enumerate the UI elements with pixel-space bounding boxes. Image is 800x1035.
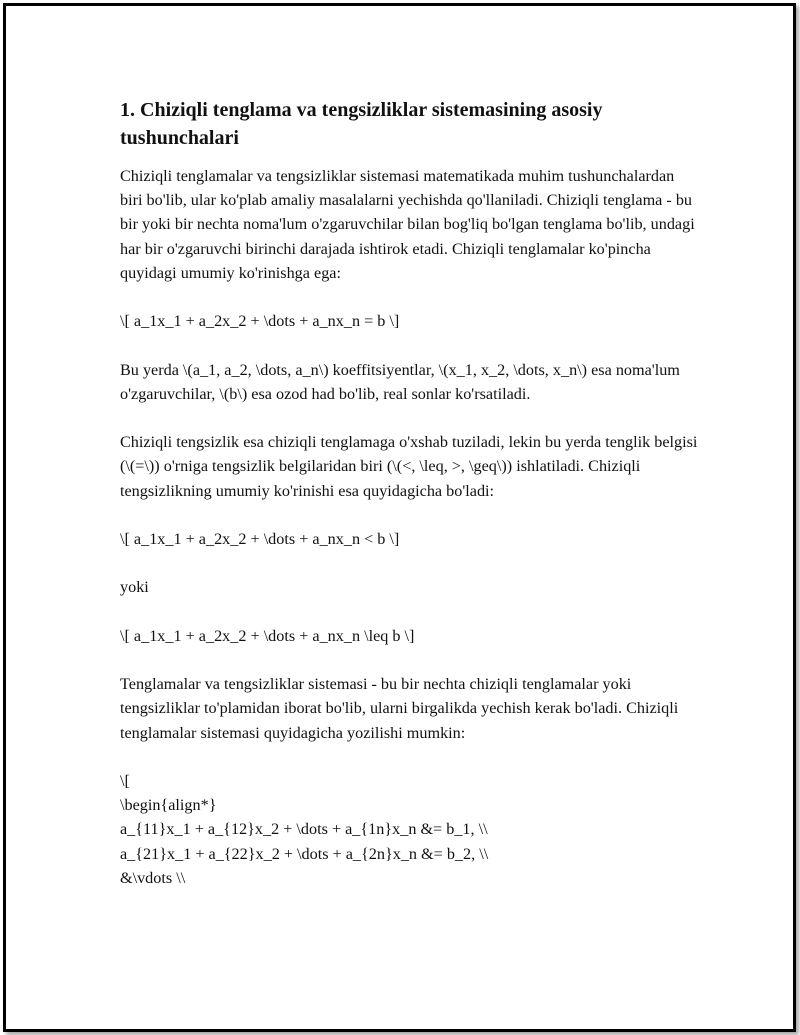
section-heading: 1. Chiziqli tenglama va tengsizliklar sistemasining asosiy tushunchalari — [120, 99, 603, 149]
inequality-lt: \[ a_1x_1 + a_2x_2 + \dots + a_nx_n < b \] — [120, 529, 400, 548]
system-line: a_{21}x_1 + a_{22}x_2 + \dots + a_{2n}x_n &= b_2, \\ — [120, 844, 489, 863]
or-word: yoki — [120, 578, 149, 597]
intro-paragraph: Chiziqli tenglamalar va tengsizliklar sistemasi matematikada muhim tushunchalardan biri bo'lib, ular ko'plab amaliy masalalarni yechishda qo'llaniladi. Chiziqli tenglama - bu bir yoki bir nechta noma'lum o'zgaruvchilar bilan bog'liq bo'lgan tenglama bo'lib, undagi har bir o'zgaruvchi birinchi darajada ishtirok etadi. Chiziqli tenglamalar ko'pincha quyidagi umumiy ko'rinishga ega: — [120, 167, 695, 282]
inequality-paragraph: Chiziqli tengsizlik esa chiziqli tenglamaga o'xshab tuziladi, lekin bu yerda tenglik belgisi (\(=\)) o'rniga tengsizlik belgilaridan biri (\(<, \leq, >, \geq\)) ishlatiladi. Chiziqli tengsizlikning umumiy ko'rinishi esa quyidagicha bo'ladi: — [120, 433, 698, 500]
page-frame — [3, 3, 796, 1032]
equation-general: \[ a_1x_1 + a_2x_2 + \dots + a_nx_n = b \] — [120, 312, 400, 331]
system-line: \begin{align*} — [120, 796, 217, 815]
coefficients-paragraph: Bu yerda \(a_1, a_2, \dots, a_n\) koeffitsiyentlar, \(x_1, x_2, \dots, x_n\) esa noma'lum o'zgaruvchilar, \(b\) esa ozod had bo'lib, real sonlar ko'rsatiladi. — [120, 360, 680, 403]
document-body — [120, 96, 700, 914]
system-line: a_{11}x_1 + a_{12}x_2 + \dots + a_{1n}x_n &= b_1, \\ — [120, 820, 488, 839]
inequality-leq: \[ a_1x_1 + a_2x_2 + \dots + a_nx_n \leq b \] — [120, 626, 415, 645]
system-block — [120, 769, 700, 890]
system-paragraph: Tenglamalar va tengsizliklar sistemasi - bu bir nechta chiziqli tenglamalar yoki tengsizliklar to'plamidan iborat bo'lib, ularni birgalikda yechish kerak bo'ladi. Chiziqli tenglamalar sistemasi quyidagicha yozilishi mumkin: — [120, 675, 679, 742]
system-line: &\vdots \\ — [120, 868, 186, 887]
system-line: \[ — [120, 771, 130, 790]
